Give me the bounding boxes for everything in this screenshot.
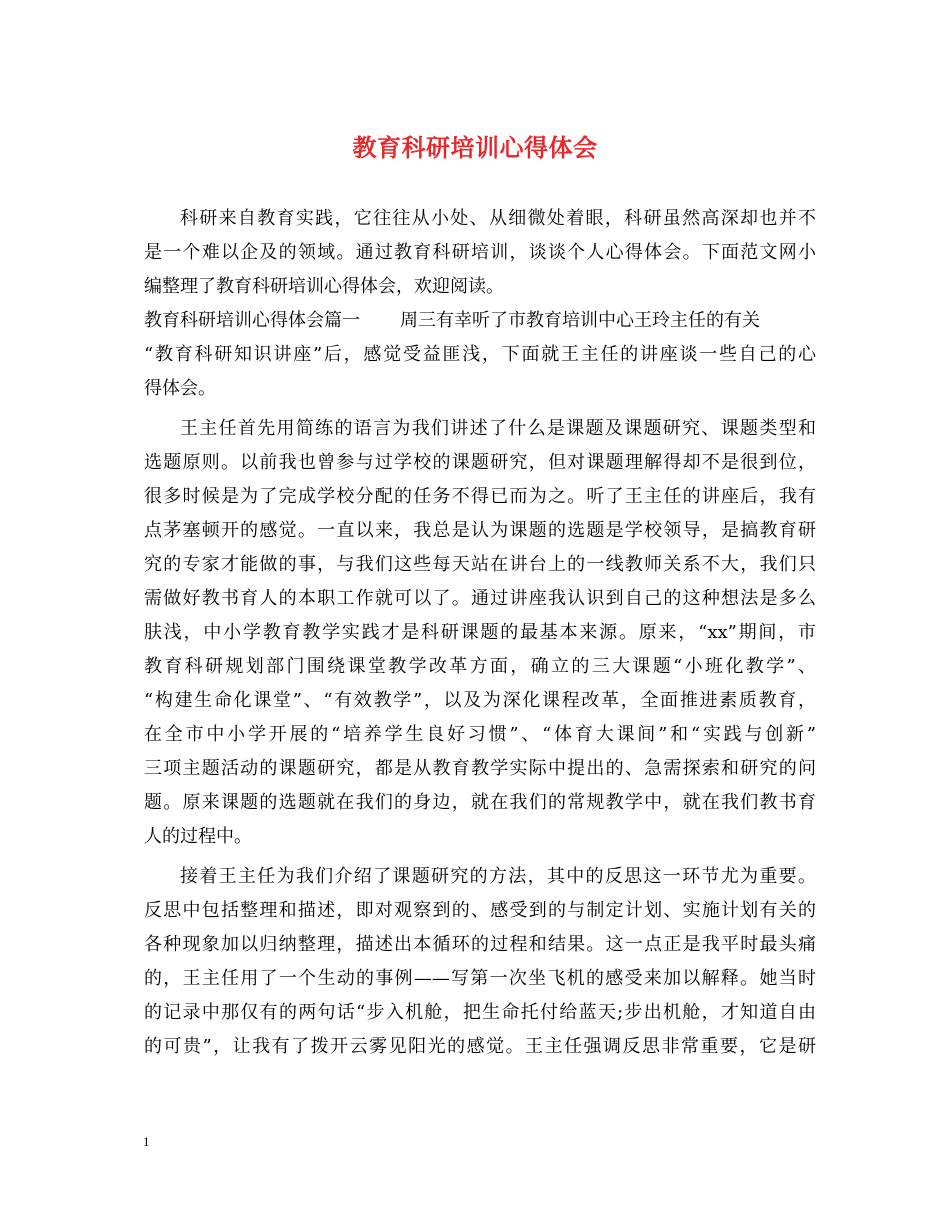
paragraph-3-line-9: “构建生命化课堂”、“有效教学”，以及为深化课程改革，全面推进素质教育， [144, 690, 816, 711]
paragraph-3-line-8: 教育科研规划部门围绕课堂教学改革方面，确立的三大课题“小班化教学”、 [144, 656, 816, 677]
paragraph-1-line-1: 科研来自教育实践，它往往从小处、从细微处着眼，科研虽然高深却也并不 [180, 208, 816, 229]
page-number: 1 [143, 1134, 150, 1149]
paragraph-2-start: 周三有幸听了市教育培训中心王玲主任的有关 [400, 310, 760, 331]
paragraph-4-line-3: 各种现象加以归纳整理，描述出本循环的过程和结果。这一点正是我平时最头痛 [144, 934, 816, 955]
paragraph-3-line-4: 点茅塞顿开的感觉。一直以来，我总是认为课题的选题是学校领导，是搞教育研 [144, 520, 816, 541]
document-title: 教育科研培训心得体会 [352, 133, 598, 162]
paragraph-3-line-11: 三项主题活动的课题研究，都是从教育教学实际中提出的、急需探索和研究的问 [144, 758, 816, 779]
paragraph-3-line-3: 很多时候是为了完成学校分配的任务不得已而为之。听了王主任的讲座后，我有 [144, 486, 816, 507]
paragraph-4-line-6: 的可贵”，让我有了拨开云雾见阳光的感觉。王主任强调反思非常重要，它是研 [144, 1036, 816, 1057]
paragraph-3-line-7: 肤浅，中小学教育教学实践才是科研课题的最基本来源。原来，“xx”期间，市 [144, 622, 816, 643]
paragraph-4-line-2: 反思中包括整理和描述，即对观察到的、感受到的与制定计划、实施计划有关的 [144, 900, 816, 921]
paragraph-4-line-1: 接着王主任为我们介绍了课题研究的方法，其中的反思这一环节尤为重要。 [180, 866, 816, 887]
paragraph-3-line-6: 需做好教书育人的本职工作就可以了。通过讲座我认识到自己的这种想法是多么 [144, 588, 816, 609]
paragraph-3-line-5: 究的专家才能做的事，与我们这些每天站在讲台上的一线教师关系不大，我们只 [144, 554, 816, 575]
document-body [144, 202, 816, 1064]
section-heading: 教育科研培训心得体会篇一 [144, 310, 360, 331]
paragraph-3-line-2: 选题原则。以前我也曾参与过学校的课题研究，但对课题理解得却不是很到位， [144, 452, 816, 473]
paragraph-3-line-10: 在全市中小学开展的“培养学生良好习惯”、“体育大课间”和“实践与创新” [144, 724, 816, 745]
paragraph-3-line-1: 王主任首先用简练的语言为我们讲述了什么是课题及课题研究、课题类型和 [180, 418, 816, 439]
section-heading-line [144, 304, 816, 338]
paragraph-1-line-2: 是一个难以企及的领域。通过教育科研培训，谈谈个人心得体会。下面范文网小 [144, 242, 816, 263]
paragraph-2-line-2: “教育科研知识讲座”后，感觉受益匪浅，下面就王主任的讲座谈一些自己的心 [144, 344, 816, 365]
paragraph-3-line-13: 人的过程中。 [144, 826, 252, 847]
paragraph-4-line-4: 的，王主任用了一个生动的事例——写第一次坐飞机的感受来加以解释。她当时 [144, 968, 816, 989]
paragraph-4-line-5: 的记录中那仅有的两句话“步入机舱，把生命托付给蓝天;步出机舱，才知道自由 [144, 1002, 816, 1023]
paragraph-1-line-3: 编整理了教育科研培训心得体会，欢迎阅读。 [144, 276, 504, 297]
paragraph-2-line-3: 得体会。 [144, 378, 216, 399]
paragraph-3-line-12: 题。原来课题的选题就在我们的身边，就在我们的常规教学中，就在我们教书育 [144, 792, 816, 813]
